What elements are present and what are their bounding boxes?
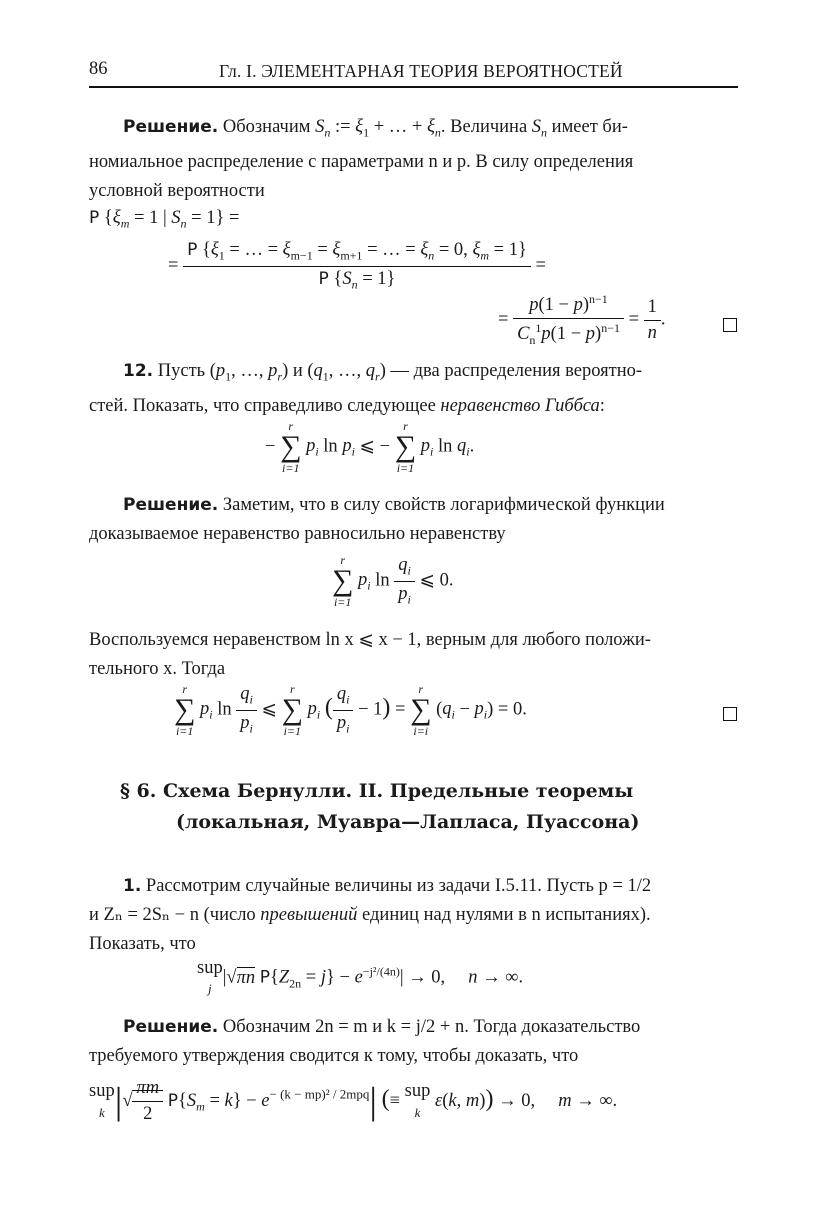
running-header (89, 58, 738, 88)
equation-cond-prob-line3: = $\frac{p(1 - p)^{n-1}}{C_n^1p(1 - p)^{n-1}}$ = $\frac{1}{n}$ . (498, 292, 666, 347)
equation-sup-limit-2: sup k |√ $\frac{\pi m}{2}$ $P\{S_m = k\} - e^{- (k - mp)^2 / 2mpq}|$ (≡ sup k ε(k, m)) → 0, m → ∞. (89, 1078, 618, 1124)
solution-paragraph-3: Решение. Обозначим 2n = m и k = j/2 + n. Тогда доказательство требуемого утверждения сводится к тому, чтобы доказать, что (89, 1017, 641, 1066)
qed-square-icon (723, 318, 737, 332)
equation-sup-limit-1: sup j|√πn $P\{Z_{2n} = j\} - e^{-j^2/(4n)}| \to 0$, n → ∞. (197, 958, 524, 997)
solution-paragraph-1: Решение. Обозначим $S_n$ := $\xi_1$ + … + $\xi_n$. Величина $S_n$ имеет би- номиальное распределение с параметрами n и p. В силу определения условной вероятности (89, 117, 634, 201)
solution-label: Решение. (123, 495, 219, 515)
equation-gibbs: − r ∑ i=1 $p_i$ $\ln p_i$ ⩽ − r ∑ i=1 $p_i$ $\ln q_i$. (265, 419, 475, 475)
equation-cond-prob-line2: = $\frac{P \{\xi_1 = \dots = \xi_{m-1} = \xi_{m+1} = \dots = \xi_n = 0, \xi_m = 1\}}{P \{S_n = 1\}}$ = (168, 240, 546, 292)
solution-label: Решение. (123, 117, 219, 137)
problem-number: 12. (123, 361, 154, 381)
problem-1: 1. Рассмотрим случайные величины из задачи I.5.11. Пусть p = 1/2 и Zₙ = 2Sₙ − n (число превышений единиц над нулями в n испытаниях). Показать, что (89, 876, 652, 954)
section-title-line1: § 6. Схема Бернулли. II. Предельные теоремы (120, 780, 634, 802)
equation-cond-prob-line1: P {$\xi_m = 1$ | $S_n = 1$} = (89, 208, 240, 231)
problem-12: 12. Пусть ($p_1$, …, $p_r$) и ($q_1$, …, $q_r$) — два распределения вероятно- стей. Показать, что справедливо следующее неравенство Гиббса: (89, 361, 643, 416)
page-number: 86 (89, 59, 108, 79)
problem-number: 1. (123, 876, 142, 896)
solution-label: Решение. (123, 1017, 219, 1037)
section-heading (120, 776, 720, 838)
section-title-line2: (локальная, Муавра—Лапласа, Пуассона) (176, 811, 640, 833)
solution-paragraph-2: Решение. Заметим, что в силу свойств логарифмической функции доказываемое неравенство равносильно неравенству (89, 495, 665, 544)
equation-log-bound: r ∑ i=1 $p_i$ ln $\frac{q_i}{p_i}$ ⩽ r ∑ i=1 $p_i$ ( $\frac{q_i}{p_i}$ − 1) = r ∑ i=i $(q_i - p_i) = 0$. (174, 682, 527, 738)
running-title: Гл. I. ЭЛЕМЕНТАРНАЯ ТЕОРИЯ ВЕРОЯТНОСТЕЙ (219, 61, 623, 81)
solution-paragraph-2b: Воспользуемся неравенством ln x ⩽ x − 1, верным для любого положи- тельного x. Тогда (89, 630, 651, 679)
equation-equivalent: r ∑ i=1 $p_i$ ln $\frac{q_i}{p_i}$ ⩽ 0. (332, 553, 454, 609)
qed-square-icon (723, 707, 737, 721)
